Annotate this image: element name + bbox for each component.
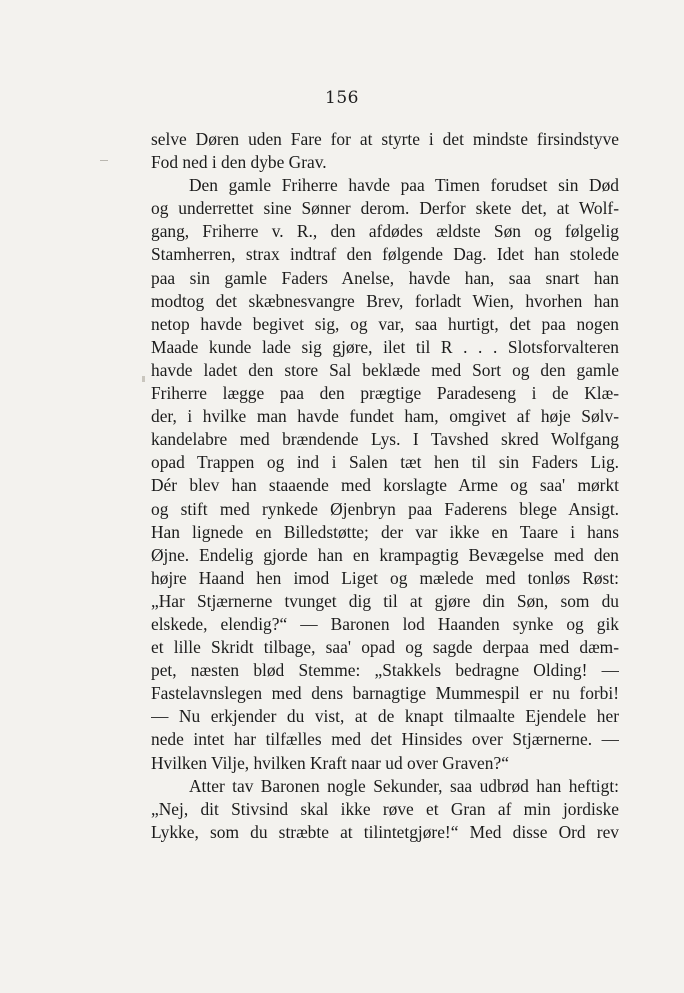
text-line: Den gamle Friherre havde paa Timen forudset sin Død	[189, 175, 619, 196]
text-line: og underrettet sine Sønner derom. Derfor skete det, at Wolf-	[151, 198, 619, 219]
text-line: Dér blev han staaende med korslagte Arme og saa' mørkt	[151, 475, 619, 496]
text-line: selve Døren uden Fare for at styrte i det mindste firsindstyve	[151, 129, 619, 149]
text-line: paa sin gamle Faders Anelse, havde han, saa snart han	[151, 267, 619, 288]
text-line: pet, næsten blød Stemme: „Stakkels bedragne Olding! —	[151, 660, 619, 681]
text-line: Han lignede en Billedstøtte; der var ikke en Taare i hans	[151, 521, 619, 542]
text-line: der, i hvilke man havde fundet ham, omgivet af høje Sølv-	[151, 406, 619, 427]
text-line: Øjne. Endelig gjorde han en krampagtig Bevægelse med den	[151, 544, 619, 565]
text-line: højre Haand hen imod Liget og mælede med tonløs Røst:	[151, 567, 619, 588]
body-text	[151, 128, 619, 844]
text-line: „Nej, dit Stivsind skal ikke røve et Gran af min jordiske	[151, 798, 619, 819]
page-number: 156	[325, 88, 359, 108]
text-line: Fod ned i den dybe Grav.	[151, 152, 327, 173]
text-line: modtog det skæbnesvangre Brev, forladt Wien, hvorhen han	[151, 290, 619, 311]
text-line: „Har Stjærnerne tvunget dig til at gjøre din Søn, som du	[151, 590, 619, 611]
margin-mark	[142, 376, 145, 382]
text-line: og stift med rynkede Øjenbryn paa Faderens blege Ansigt.	[151, 498, 619, 519]
margin-mark	[100, 160, 108, 161]
text-line: elskede, elendig?“ — Baronen lod Haanden synke og gik	[151, 613, 619, 634]
text-line: kandelabre med brændende Lys. I Tavshed skred Wolfgang	[151, 429, 619, 450]
text-line: et lille Skridt tilbage, saa' opad og sagde derpaa med dæm-	[151, 637, 619, 658]
text-line: gang, Friherre v. R., den afdødes ældste Søn og følgelig	[151, 221, 619, 242]
text-line: Lykke, som du stræbte at tilintetgjøre!“ Med disse Ord rev	[151, 821, 619, 842]
text-line: Fastelavnslegen med dens barnagtige Mummespil er nu forbi!	[151, 683, 619, 704]
text-line: Stamherren, strax indtraf den følgende Dag. Idet han stolede	[151, 244, 619, 265]
text-line: Maade kunde lade sig gjøre, ilet til R . . . Slotsforvalteren	[151, 336, 619, 357]
text-line: nede intet har tilfælles med det Hinsides over Stjærnerne. —	[151, 729, 619, 750]
text-line: Hvilken Vilje, hvilken Kraft naar ud over Graven?“	[151, 752, 509, 773]
text-line: netop havde begivet sig, og var, saa hurtigt, det paa nogen	[151, 313, 619, 334]
text-line: Atter tav Baronen nogle Sekunder, saa udbrød han heftigt:	[189, 775, 619, 796]
text-line: havde ladet den store Sal beklæde med Sort og den gamle	[151, 359, 619, 380]
text-line: opad Trappen og ind i Salen tæt hen til sin Faders Lig.	[151, 452, 619, 473]
text-line: Friherre lægge paa den prægtige Paradeseng i de Klæ-	[151, 383, 619, 404]
text-line: — Nu erkjender du vist, at de knapt tilmaalte Ejendele her	[151, 706, 619, 727]
